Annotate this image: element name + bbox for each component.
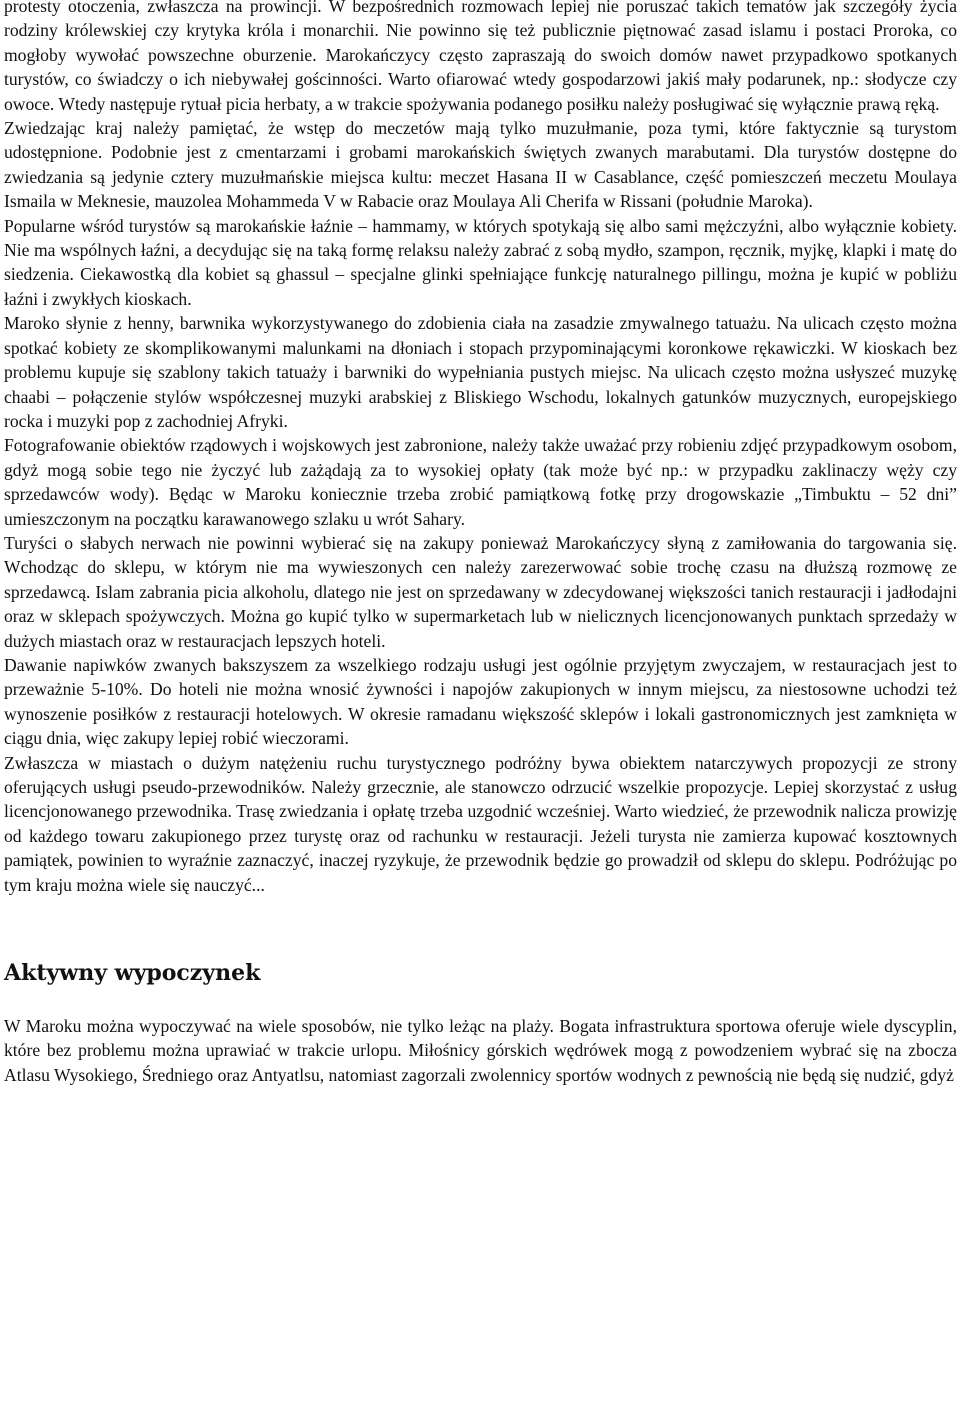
paragraph-tipping: Dawanie napiwków zwanych bakszyszem za wszelkiego rodzaju usługi jest ogólnie przyjętym zwyczajem, w restauracjach jest to przeważnie 5-10%. Do hoteli nie można wnosić żywności i napojów zakupionych w innym miejscu, za niestosowne uchodzi też wynoszenie posiłków z restauracji hotelowych. W okresie ramadanu większość sklepów i lokali gastronomicznych jest zamknięta w ciągu dnia, więc zakupy lepiej robić wieczorami. — [4, 654, 957, 749]
document-page — [4, 0, 957, 1087]
paragraph-mosques: Zwiedzając kraj należy pamiętać, że wstęp do meczetów mają tylko muzułmanie, poza tymi, które faktycznie są turystom udostępnione. Podobnie jest z cmentarzami i grobami marokańskich świętych zwanych marabutami. Dla turystów dostępne do zwiedzania są jedynie cztery muzułmańskie miejsca kultu: meczet Hasana II w Casablance, część pomieszczeń meczetu Moulaya Ismaila w Meknesie, mauzolea Mohammeda V w Rabacie oraz Moulaya Ali Cherifa w Rissani (południe Maroka). — [4, 118, 957, 212]
paragraph-shopping: Turyści o słabych nerwach nie powinni wybierać się na zakupy ponieważ Marokańczycy słyną z zamiłowania do targowania się. Wchodząc do sklepu, w którym nie ma wywieszonych cen należy zarezerwować sobie trochę czasu na dłuższą rozmowę ze sprzedawcą. Islam zabrania picia alkoholu, dlatego nie jest on sprzedawany w zdecydowanej większości tanich restauracji i jadłodajni oraz w sklepach spożywczych. Można go kupić tylko w supermarketach lub w nielicznych licencjonowanych punktach sprzedaży w dużych miastach oraz w restauracjach lepszych hoteli. — [4, 532, 957, 651]
paragraph-henna: Maroko słynie z henny, barwnika wykorzystywanego do zdobienia ciała na zasadzie zmywalnego tatuażu. Na ulicach często można spotkać kobiety ze skomplikowanymi malunkami na dłoniach i stopach przypominającymi koronkowe rękawiczki. W kioskach bez problemu kupuje się szablony takich tatuaży i barwniki do wypełniania pustych miejsc. Na ulicach często można usłyszeć muzykę chaabi – połączenie stylów współczesnej muzyki arabskiej z Bliskiego Wschodu, lokalnych gatunków muzycznych, europejskiego rocka i muzyki pop z zachodniej Afryki. — [4, 313, 957, 431]
paragraph-active-holidays: W Maroku można wypoczywać na wiele sposobów, nie tylko leżąc na plaży. Bogata infrastruktura sportowa oferuje wiele dyscyplin, które bez problemu można uprawiać w trakcie urlopu. Miłośnicy górskich wędrówek mogą z powodzeniem wybrać się na zbocza Atlasu Wysokiego, Średniego oraz Antyatlsu, natomiast zagorzali zwolennicy sportów wodnych z pewnością nie będą się nudzić, gdyż — [4, 1016, 957, 1085]
paragraph-guides: Zwłaszcza w miastach o dużym natężeniu ruchu turystycznego podróżny bywa obiektem natarczywych propozycji ze strony oferujących usługi pseudo-przewodników. Należy grzecznie, ale stanowczo odrzucić wszelkie propozycje. Lepiej skorzystać z usług licencjonowanego przewodnika. Trasę zwiedzania i opłatę trzeba uzgodnić wcześniej. Warto wiedzieć, że przewodnik nalicza prowizję od każdego towaru zakupionego przez turystę oraz od rachunku w restauracji. Jeżeli turysta nie zamierza kupować kosztownych pamiątek, powinien to wyraźnie zaznaczyć, inaczej ryzykuje, że przewodnik będzie go prowadził od sklepu do sklepu. Podróżując po tym kraju można wiele się nauczyć... — [4, 752, 957, 895]
section-heading: Aktywny wypoczynek — [4, 960, 261, 987]
paragraph-photography: Fotografowanie obiektów rządowych i wojskowych jest zabronione, należy także uważać przy robieniu zdjęć przypadkowym osobom, gdyż mogą sobie tego nie życzyć lub zażądają za to wysokiej opłaty (tak może być np.: w przypadku zaklinaczy węży czy sprzedawców wody). Będąc w Maroku koniecznie trzeba zrobić pamiątkową fotkę przy drogowskazie „Timbuktu – 52 dni” umieszczonym na początku karawanowego szlaku u wrót Sahary. — [4, 435, 957, 529]
paragraph-etiquette: protesty otoczenia, zwłaszcza na prowincji. W bezpośrednich rozmowach lepiej nie poruszać takich tematów jak szczegóły życia rodziny królewskiej czy krytyka króla i monarchii. Nie powinno się też publicznie piętnować zasad islamu i postaci Proroka, co mogłoby wywołać powszechne oburzenie. Marokańczycy często zapraszają do swoich domów nawet przypadkowo spotkanych turystów, co świadczy o ich niebywałej gościnności. Warto ofiarować wtedy gospodarzowi jakiś mały podarunek, np.: słodycze czy owoce. Wtedy następuje rytuał picia herbaty, a w trakcie spożywania podanego posiłku należy posługiwać się wyłącznie prawą ręką. — [4, 0, 957, 114]
paragraph-hammams: Popularne wśród turystów są marokańskie łaźnie – hammamy, w których spotykają się albo sami mężczyźni, albo wyłącznie kobiety. Nie ma wspólnych łaźni, a decydując się na taką formę relaksu należy zabrać z sobą mydło, szampon, ręcznik, myjkę, klapki i matę do siedzenia. Ciekawostką dla kobiet są ghassul – specjalne glinki spełniające funkcję naturalnego pillingu, można je kupić w pobliżu łaźni i zwykłych kioskach. — [4, 215, 957, 309]
